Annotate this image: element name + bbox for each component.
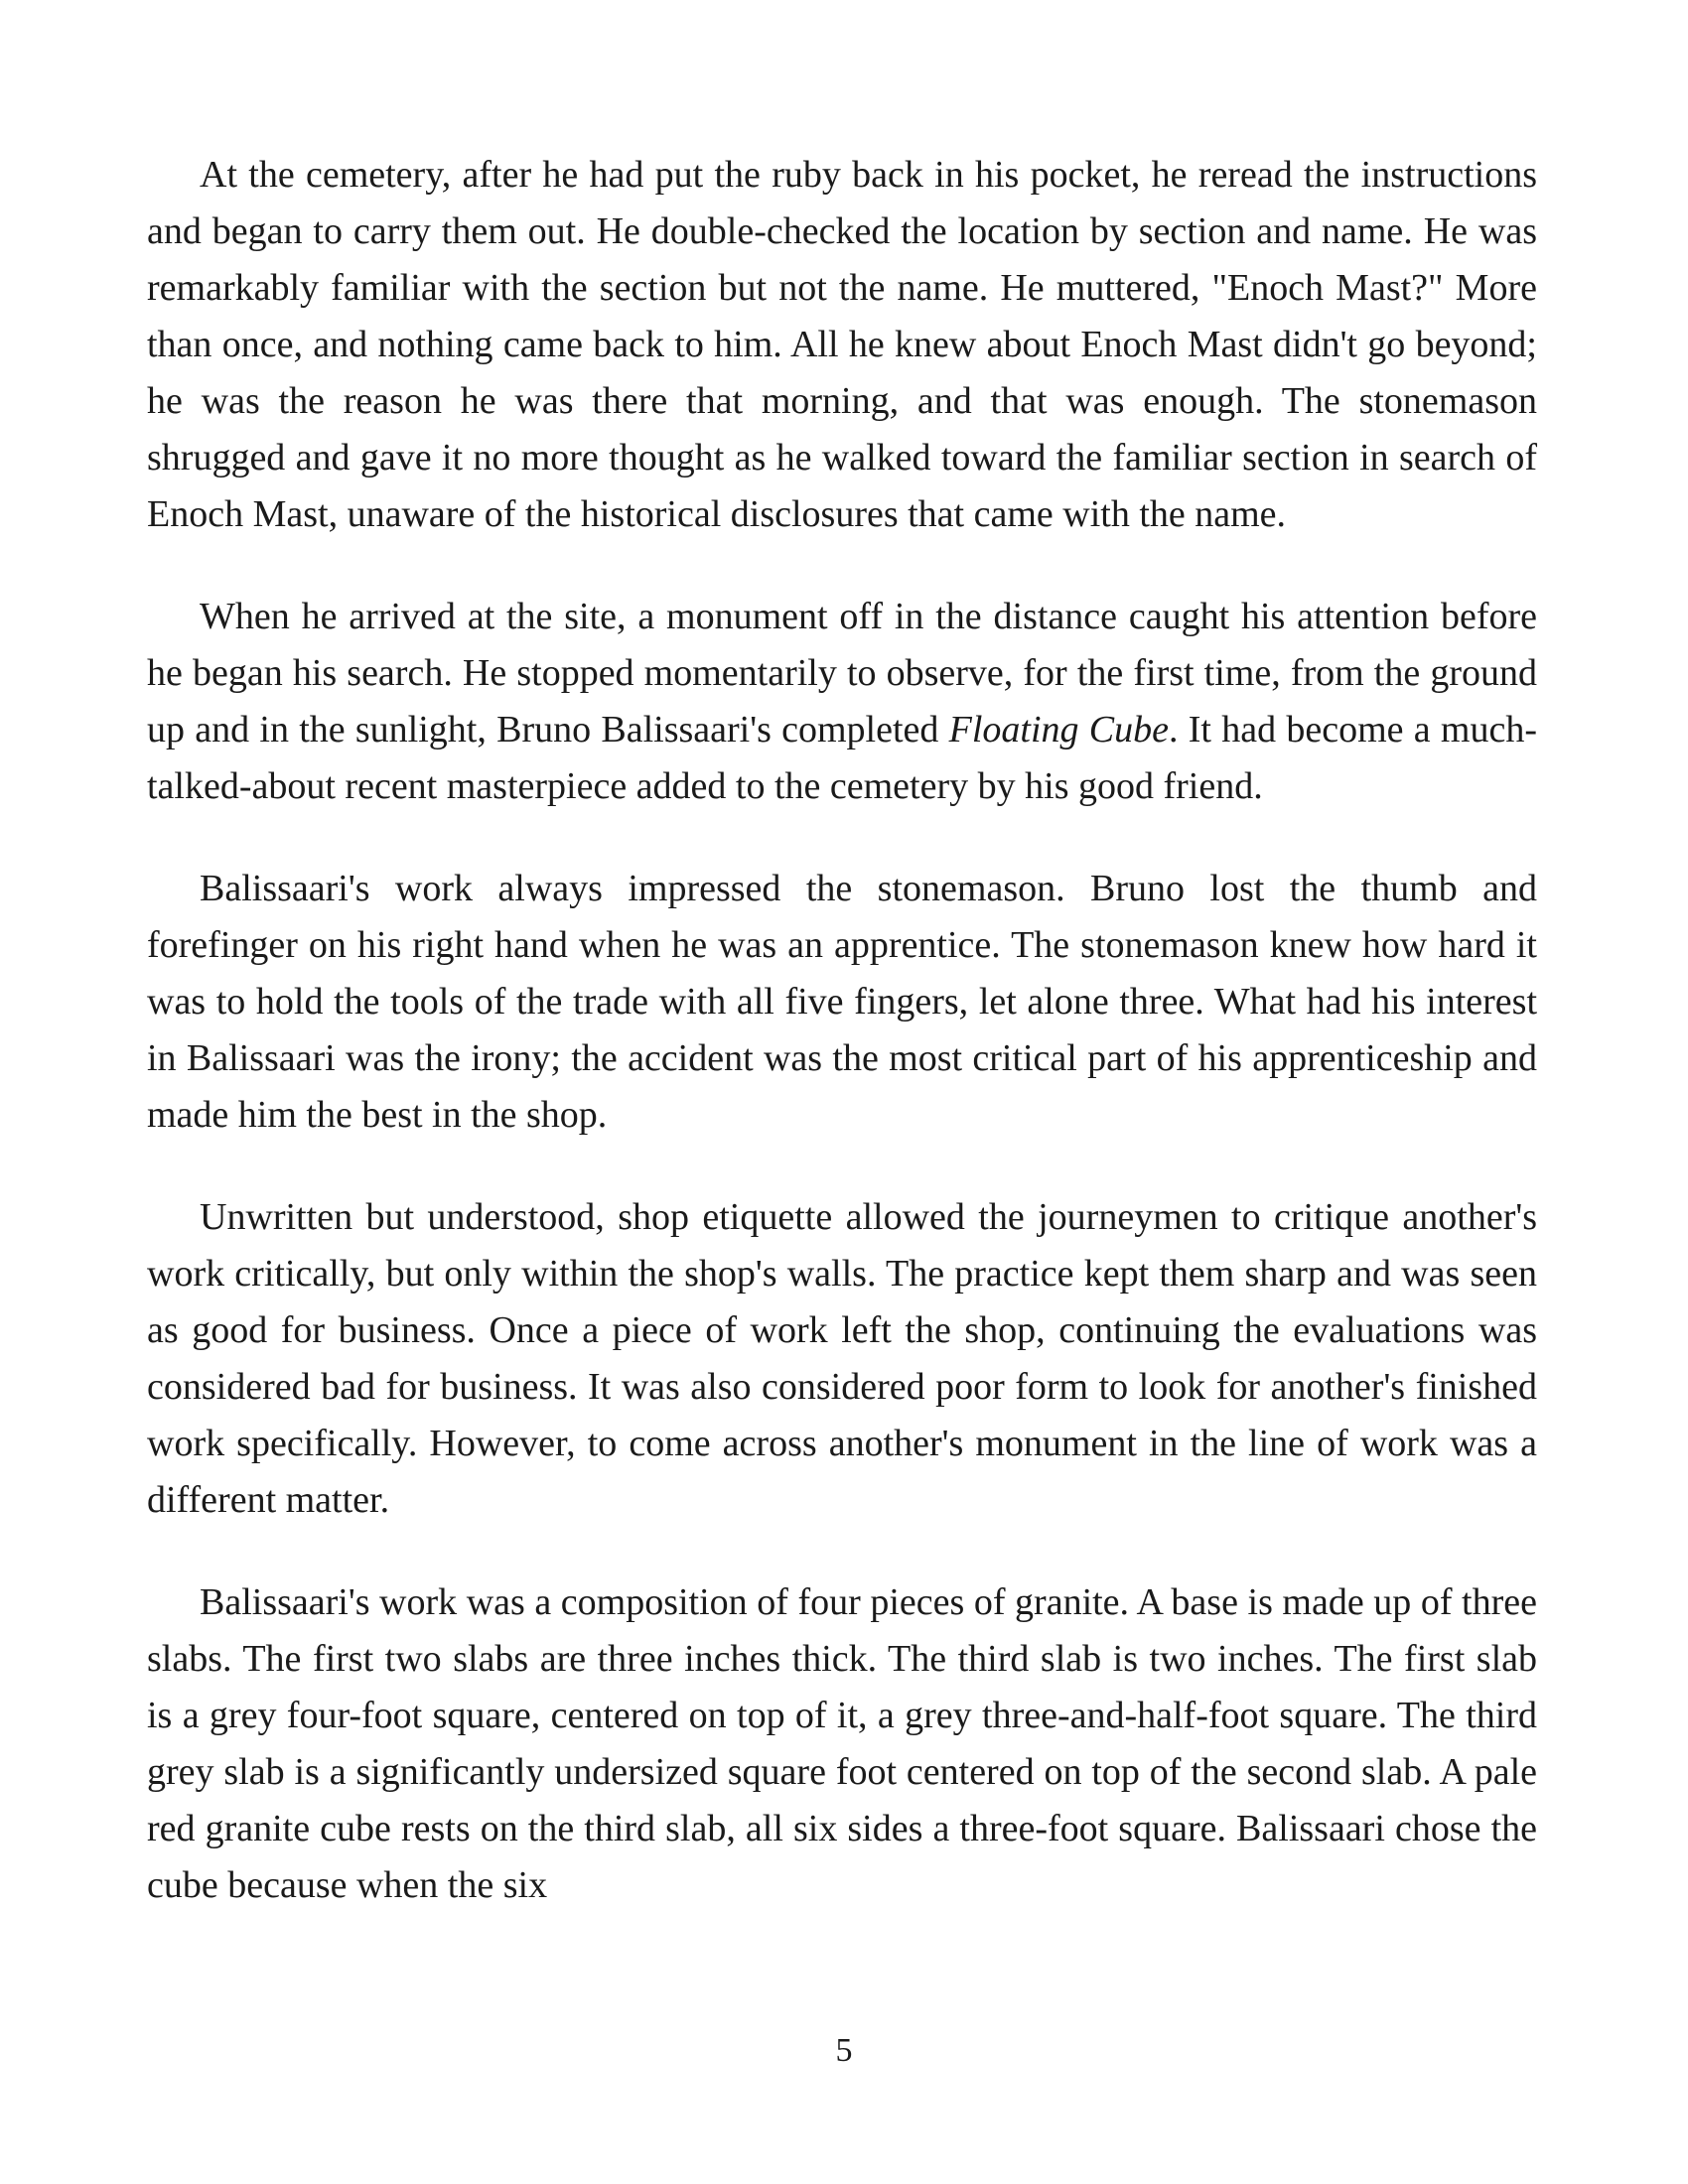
paragraph-2-text-before: When he arrived at the site, a monument off in the distance caught his attention before he began his search. He stopped momentarily to observe, for the first time, from the ground up and in the sunlight, Bruno Balissaari's completed xyxy=(147,596,1537,751)
paragraph-3: Balissaari's work always impressed the stonemason. Bruno lost the thumb and forefinger on his right hand when he was an apprentice. The stonemason knew how hard it was to hold the tools of the trade with all five fingers, let alone three. What had his interest in Balissaari was the irony; the accident was the most critical part of his apprenticeship and made him the best in the shop. xyxy=(147,868,1537,1136)
artwork-title-italic: Floating Cube xyxy=(948,709,1170,751)
page-body xyxy=(147,147,1537,1960)
page-number: 5 xyxy=(835,2032,853,2069)
paragraph-1: At the cemetery, after he had put the ruby back in his pocket, he reread the instructions and began to carry them out. He double-checked the location by section and name. He was remarkably familiar with the section but not the name. He muttered, "Enoch Mast?" More than once, and nothing came back to him. All he knew about Enoch Mast didn't go beyond; he was the reason he was there that morning, and that was enough. The stonemason shrugged and gave it no more thought as he walked toward the familiar section in search of Enoch Mast, unaware of the historical disclosures that came with the name. xyxy=(147,154,1537,535)
paragraph-2-text-after: . It had become a much-talked-about recent masterpiece added to the cemetery by his good friend. xyxy=(147,709,1537,807)
paragraph-2 xyxy=(147,589,1537,815)
paragraph-5: Balissaari's work was a composition of four pieces of granite. A base is made up of three slabs. The first two slabs are three inches thick. The third slab is two inches. The first slab is a grey four-foot square, centered on top of it, a grey three-and-half-foot square. The third grey slab is a significantly undersized square foot centered on top of the second slab. A pale red granite cube rests on the third slab, all six sides a three-foot square. Balissaari chose the cube because when the six xyxy=(147,1581,1537,1906)
paragraph-4: Unwritten but understood, shop etiquette allowed the journeymen to critique another's work critically, but only within the shop's walls. The practice kept them sharp and was seen as good for business. Once a piece of work left the shop, continuing the evaluations was considered bad for business. It was also considered poor form to look for another's finished work specifically. However, to come across another's monument in the line of work was a different matter. xyxy=(147,1196,1537,1521)
